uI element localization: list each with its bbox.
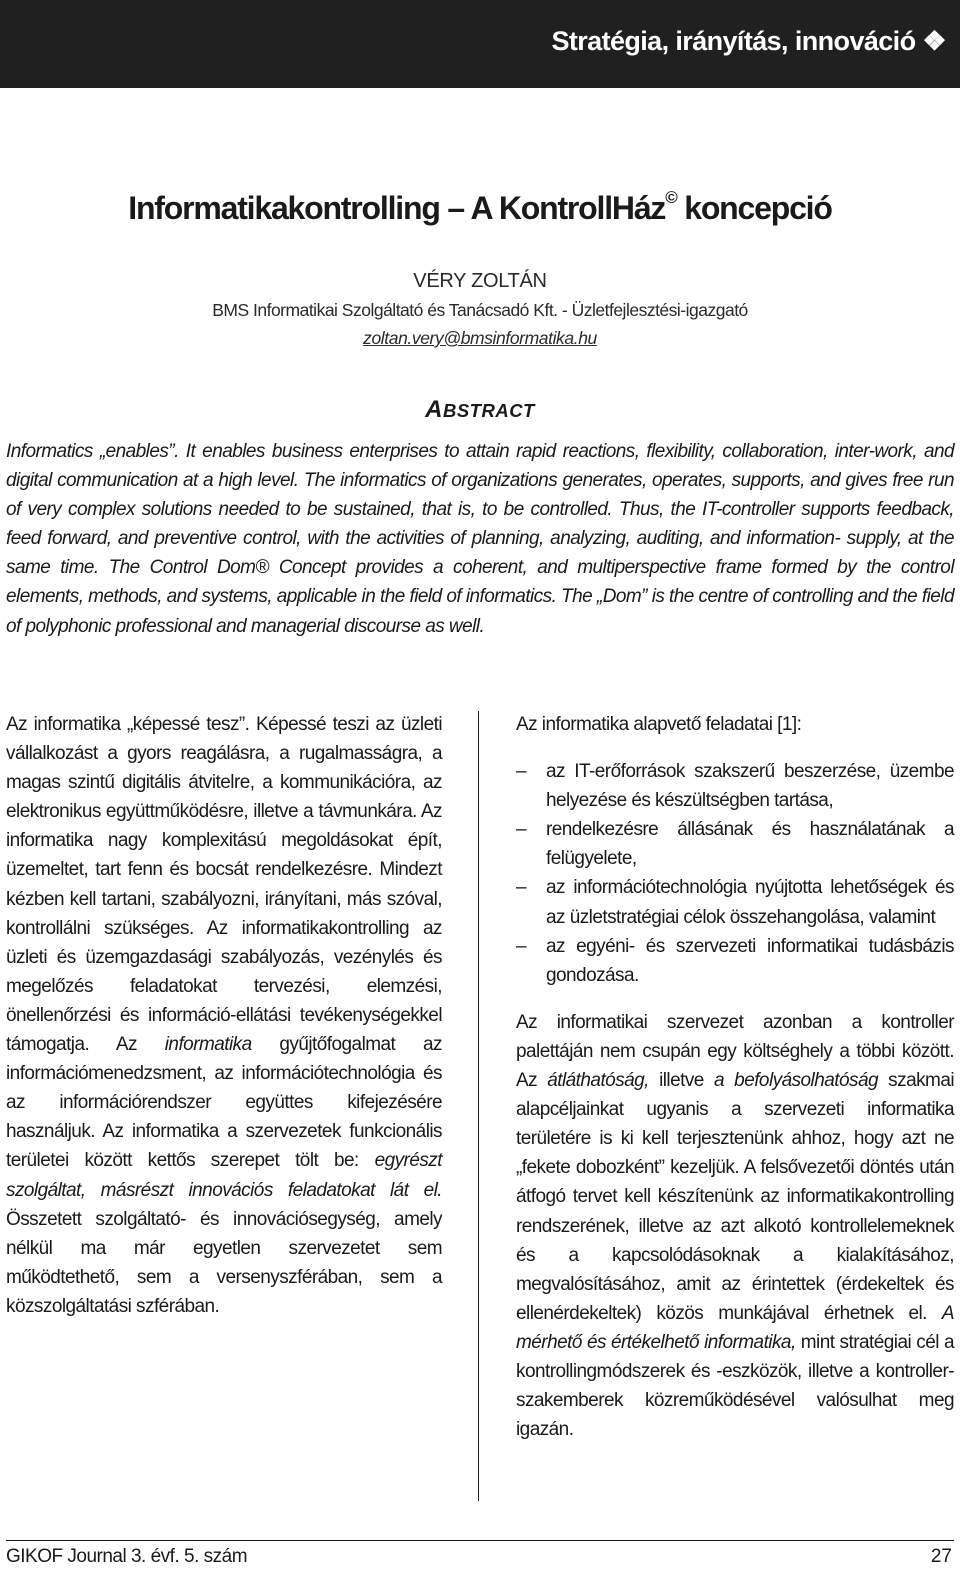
article-title: [0, 190, 960, 227]
article-title-text: Informatikakontrolling – A KontrollHáz: [128, 190, 666, 226]
author-affiliation: BMS Informatikai Szolgáltató és Tanácsadó Kft. - Üzletfejlesztési-igazgató: [212, 300, 748, 320]
right-text-4: mint stratégiai cél a kontrollingmódszerek és -eszközök, illetve a kontroller-szakemberek közreműködésével valósulhat meg igazán.: [516, 1331, 955, 1441]
left-text-2: gyűjtőfogalmat az információmenedzsment, az információtechnológia és az információrendszer együttes kifejezésére használjuk. Az informatika a szervezetek funkcionális területei között kettős szerepet tölt be:: [6, 1034, 442, 1172]
right-column: [516, 710, 954, 1444]
left-emphasis-1: informatika: [164, 1034, 252, 1056]
abstract-heading-initial: A: [425, 396, 443, 423]
list-item: – rendelkezésre állásának és használatának a felügyelete,: [516, 815, 954, 873]
left-emphasis-2: egyrészt szolgáltat, másrészt innovációs feladatokat lát el.: [6, 1150, 442, 1201]
footer-journal: GIKOF Journal 3. évf. 5. szám: [6, 1546, 248, 1567]
left-text-3: Összetett szolgáltató- és innovációsegység, amely nélkül ma már egyetlen szervezetet sem működtethető, sem a versenyszférában, sem a közszolgáltatási szférában.: [6, 1208, 442, 1317]
list-item: – az IT-erőforrások szakszerű beszerzése, üzembe helyezése és készültségben tartása,: [516, 757, 954, 815]
section-header-bar: [0, 0, 960, 88]
tasks-list: [516, 757, 954, 990]
right-emphasis-2: a befolyásolhatóság: [713, 1070, 878, 1092]
right-emphasis-3: A mérhető és értékelhető informatika,: [516, 1302, 954, 1353]
left-text-1: Az informatika „képessé tesz”. Képessé teszi az üzleti vállalkozást a gyors reagálásra, a rugalmasságra, a magas szintű digitális átvitelre, a kommunikációra, az elektronikus együttműködésre, illetve a távmunkára. Az informatika nagy komplexitású megoldásokat épít, üzemeltet, tart fenn és bocsát rendelkezésre. Mindezt kézben kell tartani, szabályozni, irányítani, más szóval, kontrollálni szükséges. Az informatikakontrolling az üzleti és üzemgazdasági szabályozás, vezénylés és megelőzés feladatokat tervezési, elemzési, önellenőrzési és információ-ellátási tevékenységekkel támogatja. Az: [6, 714, 442, 1056]
right-text-3: szakmai alapcéljainkat ugyanis a szervezeti informatika területére is ki kell terjesztenünk ahhoz, hogy azt ne „fekete dobozként” kezeljük. A felsővezetői döntés után átfogó tervet kell készítenünk az informatikakontrolling rendszerének, illetve az azt alkotó kontrollelemeknek és a kapcsolódásoknak a kialakításához, megvalósításához, amit az érintettek (érdekeltek és ellenérdekeltek) közös munkájával érhetnek el.: [516, 1070, 955, 1324]
column-divider: [478, 711, 479, 1501]
footer-rule: [6, 1540, 954, 1541]
right-text-2: illetve: [648, 1070, 714, 1092]
list-item: – az információtechnológia nyújtotta lehetőségek és az üzletstratégiai célok összehangolása, valamint: [516, 873, 954, 931]
article-title-suffix: koncepció: [676, 190, 832, 226]
abstract-heading: [0, 396, 960, 424]
right-paragraph: [516, 1008, 954, 1444]
page-number: 27: [930, 1546, 952, 1567]
abstract-heading-rest: BSTRACT: [442, 400, 535, 421]
left-column: [6, 710, 442, 1321]
right-emphasis-1: átláthatóság,: [547, 1070, 649, 1092]
copyright-mark: ©: [665, 188, 677, 208]
abstract-text: Informatics „enables”. It enables business enterprises to attain rapid reactions, flexibility, collaboration, inter-work, and digital communication at a high level. The informatics of organizations generates, operates, supports, and gives free run of very complex solutions needed to be sustained, that is, to be controlled. Thus, the IT-controller supports feedback, feed forward, and preventive control, with the activities of planning, analyzing, auditing, and information- supply, at the same time. The Control Dom® Concept provides a coherent, and multiperspective frame formed by the control elements, methods, and systems, applicable in the field of informatics. The „Dom” is the centre of controlling and the field of polyphonic professional and managerial discourse as well.: [6, 441, 954, 637]
section-title: Stratégia, irányítás, innováció ❖: [551, 26, 946, 56]
left-paragraph: [6, 710, 442, 1321]
author-name: VÉRY ZOLTÁN: [413, 270, 547, 292]
right-text-1: Az informatikai szervezet azonban a kontroller palettáján nem csupán egy költséghely a többi között. Az: [516, 1011, 954, 1092]
author-email-link[interactable]: zoltan.very@bmsinformatika.hu: [363, 328, 597, 348]
list-item: – az egyéni- és szervezeti informatikai tudásbázis gondozása.: [516, 932, 954, 990]
tasks-intro: Az informatika alapvető feladatai [1]:: [516, 714, 802, 735]
